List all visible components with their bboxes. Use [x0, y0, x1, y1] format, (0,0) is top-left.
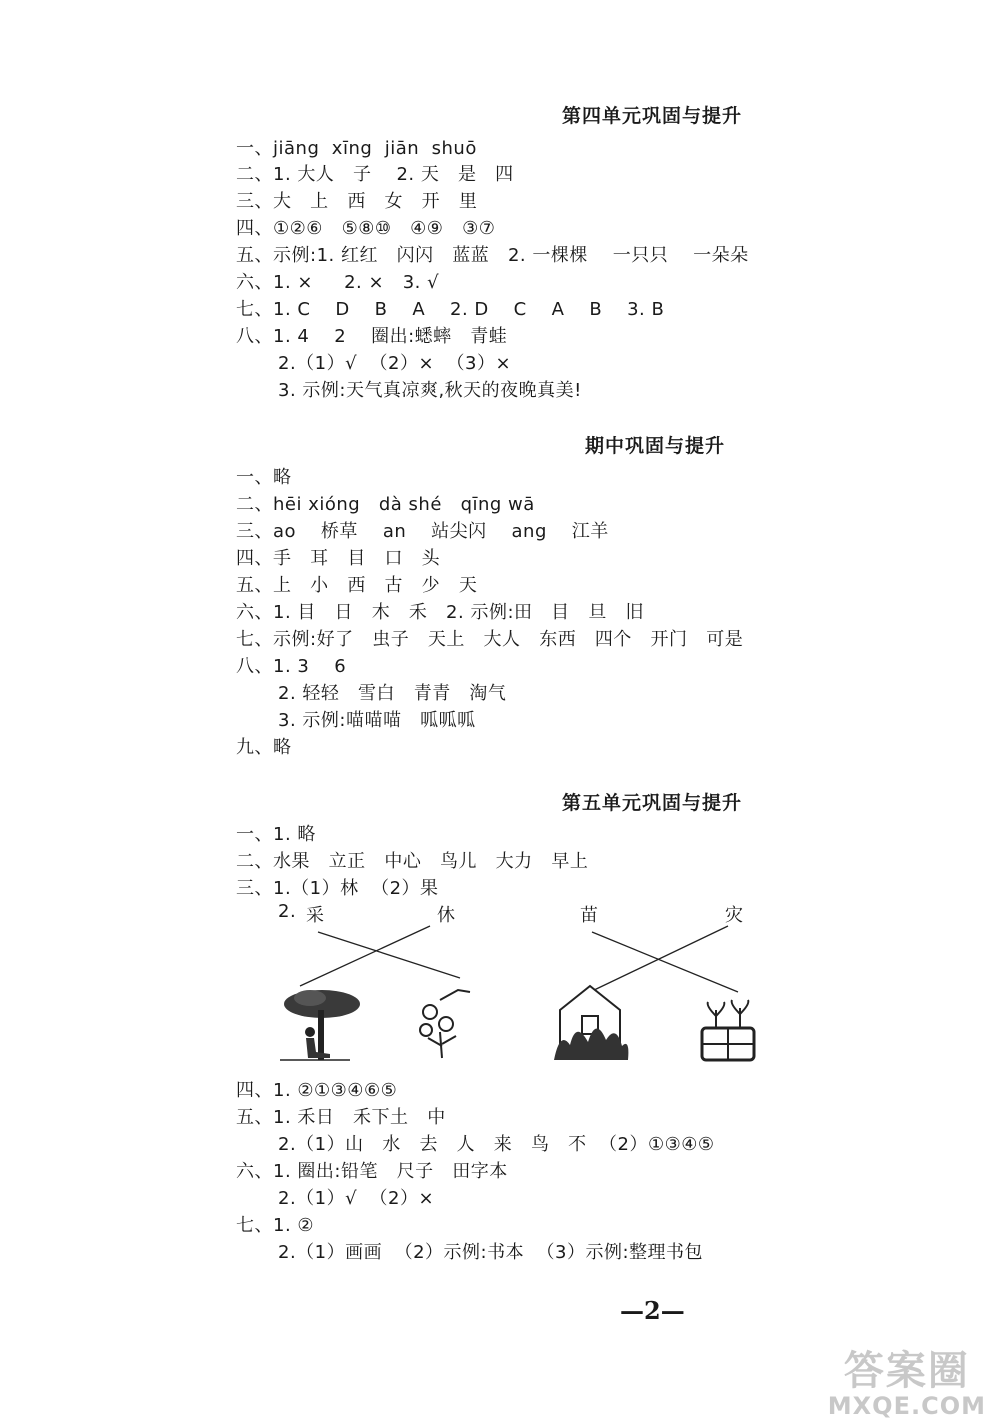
answer-line: 二、hēi xióng dà shé qīng wā [236, 494, 535, 515]
watermark [828, 1349, 986, 1419]
page-number: —2— [620, 1296, 685, 1325]
answer-line: 七、1. C D B A 2. D C A B 3. B [236, 299, 665, 320]
answer-subline: 2.（1）山 水 去 人 来 鸟 不 （2）①③④⑤ [278, 1134, 715, 1155]
match-label: 2. [278, 901, 297, 922]
answer-line: 四、1. ②①③④⑥⑤ [236, 1080, 398, 1101]
answer-line: 八、1. 3 6 [236, 656, 347, 677]
answer-line: 六、1. 圈出:铅笔 尺子 田字本 [236, 1161, 508, 1182]
answer-subline: 2.（1）画画 （2）示例:书本 （3）示例:整理书包 [278, 1242, 704, 1263]
answer-line: 二、水果 立正 中心 鸟儿 大力 早上 [236, 851, 589, 872]
watermark-logo: 答案圈 [843, 1348, 970, 1394]
match-line [300, 926, 430, 986]
section-title-midterm: 期中巩固与提升 [585, 435, 726, 457]
match-word: 苗 [580, 905, 599, 926]
answer-subline: 2.（1）√ （2）× [278, 1188, 435, 1209]
section-title-unit4: 第四单元巩固与提升 [562, 105, 743, 127]
answer-subline: 3. 示例:天气真凉爽,秋天的夜晚真美! [278, 380, 582, 401]
match-line [590, 926, 728, 992]
answer-line: 一、1. 略 [236, 824, 316, 845]
matching-illustration [270, 920, 790, 1070]
match-line [318, 932, 460, 978]
answer-line: 七、1. ② [236, 1215, 315, 1236]
answer-line: 四、①②⑥ ⑤⑧⑩ ④⑨ ③⑦ [236, 218, 496, 239]
fire-disaster-icon [554, 986, 628, 1060]
answer-line: 三、1.（1）林 （2）果 [236, 878, 439, 899]
answer-line: 九、略 [236, 737, 292, 758]
answer-line: 五、示例:1. 红红 闪闪 蓝蓝 2. 一棵棵 一只只 一朵朵 [236, 245, 749, 266]
answer-line: 一、jiāng xīng jiān shuō [236, 138, 477, 159]
watermark-url: MXQE.COM [827, 1392, 986, 1420]
match-line [592, 932, 738, 992]
answer-line: 七、示例:好了 虫子 天上 大人 东西 四个 开门 可是 [236, 629, 744, 650]
answer-subline: 2. 轻轻 雪白 青青 淘气 [278, 683, 507, 704]
seedling-icon [702, 1000, 754, 1060]
match-word: 休 [437, 905, 456, 926]
answer-line: 五、上 小 西 古 少 天 [236, 575, 478, 596]
answer-subline: 3. 示例:喵喵喵 呱呱呱 [278, 710, 476, 731]
answer-line: 六、1. 目 日 木 禾 2. 示例:田 目 旦 旧 [236, 602, 645, 623]
match-lines [300, 926, 738, 992]
section-title-unit5: 第五单元巩固与提升 [562, 792, 743, 814]
answer-line: 四、手 耳 目 口 头 [236, 548, 441, 569]
answer-line: 三、ao 桥草 an 站尖闪 ang 江羊 [236, 521, 609, 542]
match-word: 灾 [725, 905, 744, 926]
tree-rest-icon [280, 990, 360, 1060]
picking-fruit-icon [420, 990, 470, 1058]
match-word: 采 [306, 905, 325, 926]
answer-subline: 2.（1）√ （2）× （3）× [278, 353, 512, 374]
answer-line: 六、1. × 2. × 3. √ [236, 272, 440, 293]
answer-line: 三、大 上 西 女 开 里 [236, 191, 478, 212]
answer-line: 八、1. 4 2 圈出:蟋蟀 青蛙 [236, 326, 508, 347]
answer-line: 一、略 [236, 467, 292, 488]
answer-line: 二、1. 大人 子 2. 天 是 四 [236, 164, 514, 185]
answer-line: 五、1. 禾日 禾下土 中 [236, 1107, 446, 1128]
